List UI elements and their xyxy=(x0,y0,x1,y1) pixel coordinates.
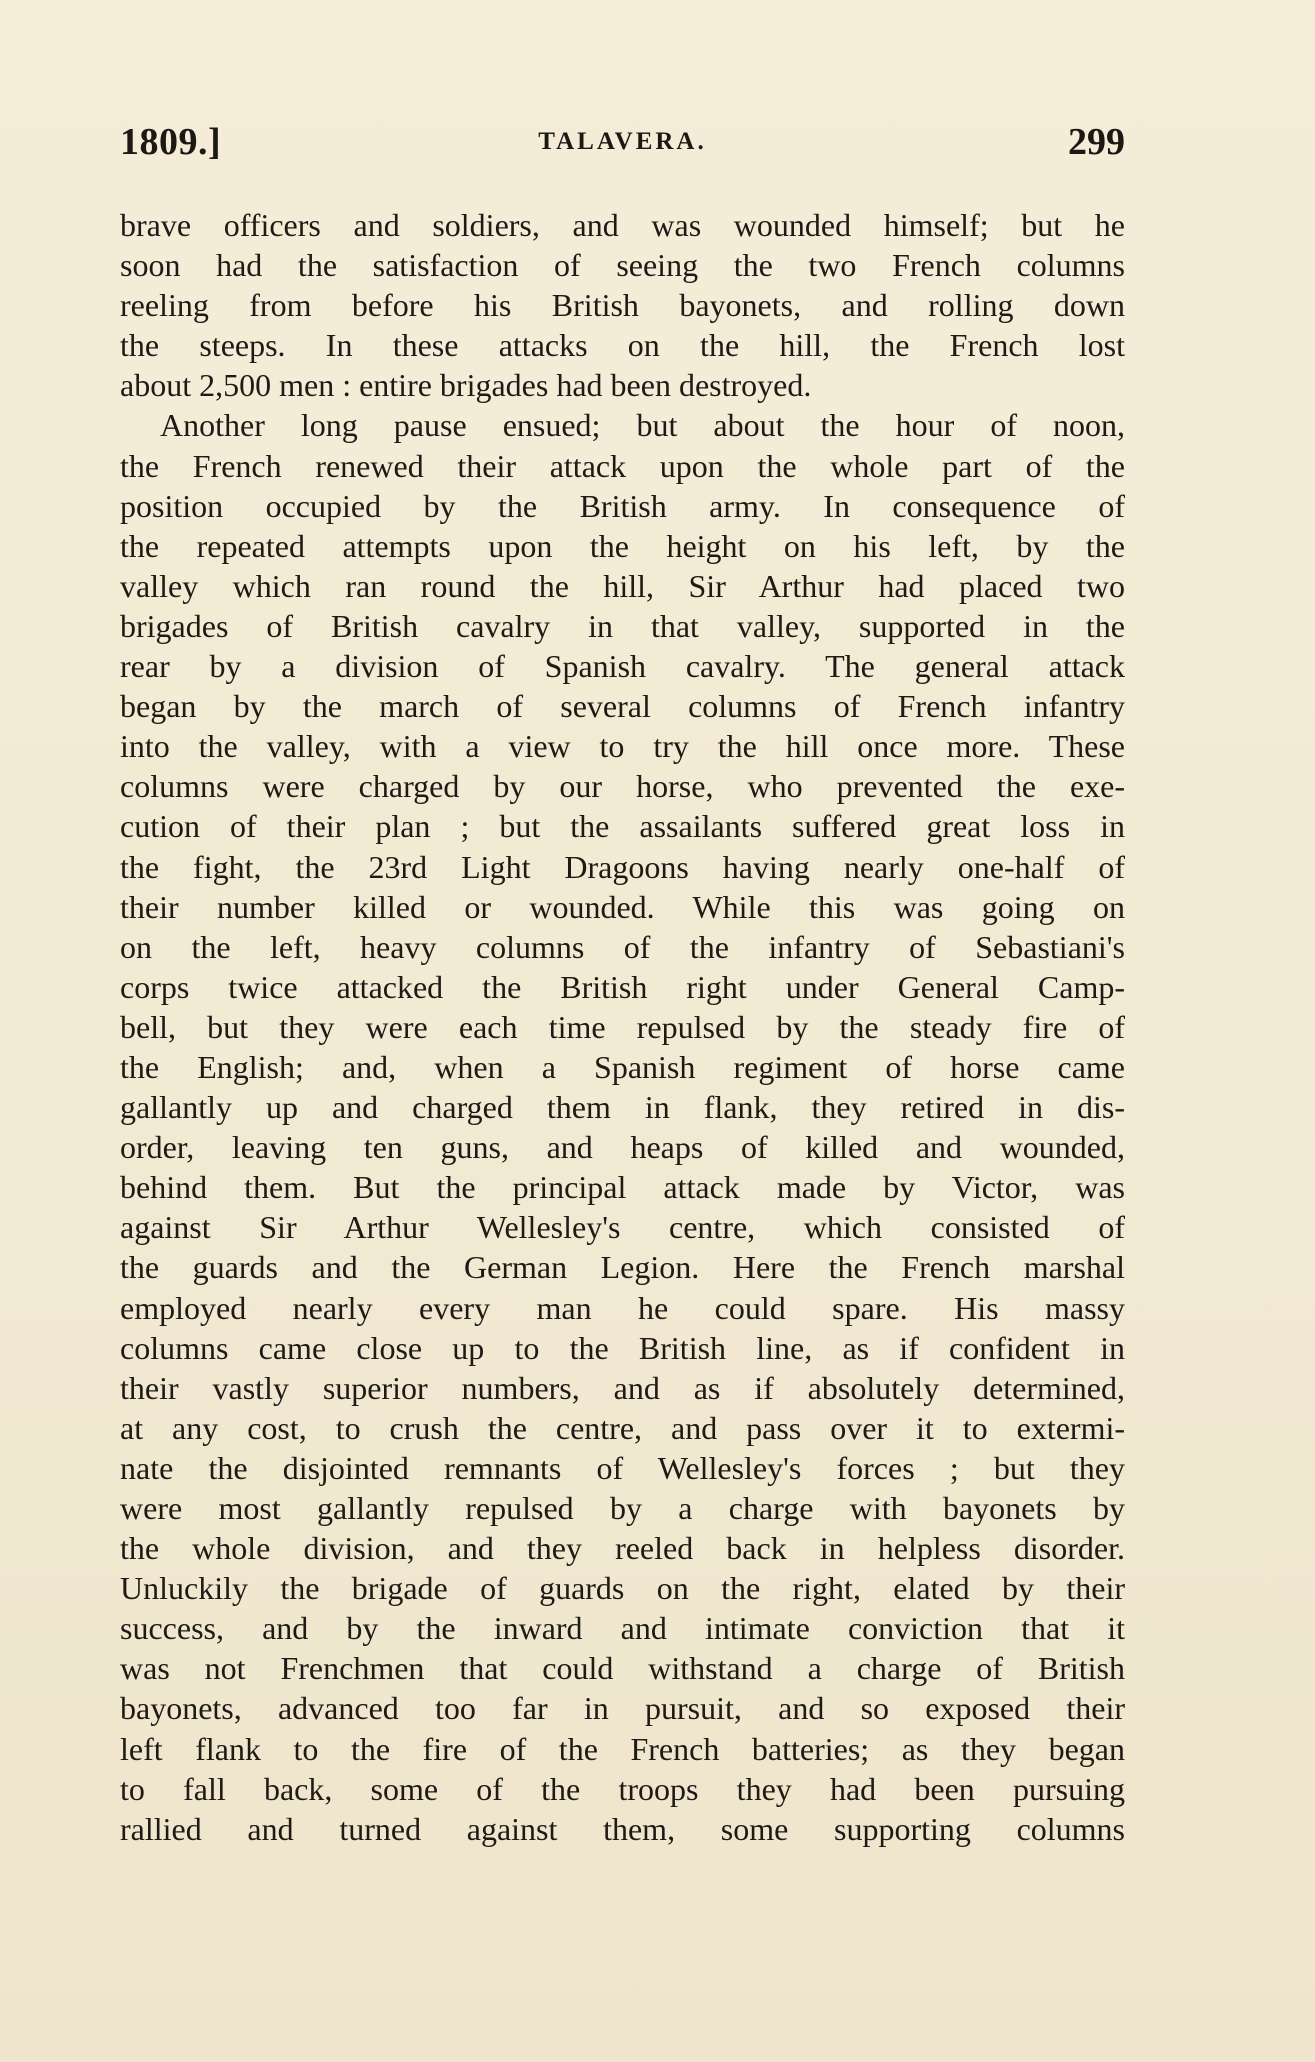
text-line: the English; and, when a Spanish regiment of horse came xyxy=(120,1048,1125,1085)
text-line: the guards and the German Legion. Here the French marshal xyxy=(120,1249,1125,1286)
text-line: order, leaving ten guns, and heaps of killed and wounded, xyxy=(120,1129,1125,1166)
text-line: behind them. But the principal attack made by Victor, was xyxy=(120,1169,1125,1206)
text-line: valley which ran round the hill, Sir Arthur had placed two xyxy=(120,567,1125,604)
text-line: began by the march of several columns of French infantry xyxy=(120,688,1125,725)
text-line: the whole division, and they reeled back in helpless disorder. xyxy=(120,1530,1125,1567)
text-line: columns were charged by our horse, who prevented the exe- xyxy=(120,768,1125,805)
header-title: TALAVERA. xyxy=(538,128,707,155)
text-line: reeling from before his British bayonets, and rolling down xyxy=(120,287,1125,324)
page-number: 299 xyxy=(1068,121,1125,163)
text-line: to fall back, some of the troops they had been pursuing xyxy=(120,1770,1125,1807)
text-line: the steeps. In these attacks on the hill, the French lost xyxy=(120,327,1125,364)
text-line: were most gallantly repulsed by a charge with bayonets by xyxy=(120,1490,1125,1526)
text-line: success, and by the inward and intimate conviction that it xyxy=(120,1610,1125,1647)
text-line: position occupied by the British army. In consequence of xyxy=(120,487,1125,524)
text-line: rallied and turned against them, some supporting columns xyxy=(120,1810,1125,1847)
running-header xyxy=(120,120,1125,170)
text-line: their number killed or wounded. While this was going on xyxy=(120,888,1125,925)
text-line: about 2,500 men : entire brigades had been destroyed. xyxy=(120,367,812,404)
text-line: brigades of British cavalry in that valley, supported in the xyxy=(120,607,1125,644)
text-line: gallantly up and charged them in flank, they retired in dis- xyxy=(120,1089,1125,1126)
text-line: soon had the satisfaction of seeing the two French columns xyxy=(120,247,1125,284)
text-line: left flank to the fire of the French batteries; as they began xyxy=(120,1730,1125,1767)
text-line: bell, but they were each time repulsed by the steady fire of xyxy=(120,1008,1125,1045)
text-line: columns came close up to the British line, as if confident in xyxy=(120,1329,1125,1366)
text-line: cution of their plan ; but the assailants suffered great loss in xyxy=(120,808,1125,845)
text-line: the repeated attempts upon the height on his left, by the xyxy=(120,527,1125,564)
text-line: the fight, the 23rd Light Dragoons having nearly one-half of xyxy=(120,848,1125,885)
body-text xyxy=(120,205,1125,1849)
text-line: nate the disjointed remnants of Wellesley's forces ; but they xyxy=(120,1449,1125,1486)
text-line: on the left, heavy columns of the infantry of Sebastiani's xyxy=(120,928,1125,965)
text-line: at any cost, to crush the centre, and pass over it to extermi- xyxy=(120,1409,1125,1446)
text-line: against Sir Arthur Wellesley's centre, which consisted of xyxy=(120,1209,1125,1246)
text-line: bayonets, advanced too far in pursuit, and so exposed their xyxy=(120,1690,1125,1727)
text-line: employed nearly every man he could spare. His massy xyxy=(120,1289,1125,1326)
text-line: Unluckily the brigade of guards on the right, elated by their xyxy=(120,1570,1125,1607)
text-line: was not Frenchmen that could withstand a charge of British xyxy=(120,1650,1125,1687)
header-year: 1809.] xyxy=(120,121,222,163)
text-line: rear by a division of Spanish cavalry. The general attack xyxy=(120,648,1125,685)
text-line: into the valley, with a view to try the hill once more. These xyxy=(120,728,1125,765)
text-line: the French renewed their attack upon the whole part of the xyxy=(120,447,1125,484)
text-line: corps twice attacked the British right under General Camp- xyxy=(120,968,1125,1005)
text-line: their vastly superior numbers, and as if absolutely determined, xyxy=(120,1369,1125,1406)
text-line: brave officers and soldiers, and was wounded himself; but he xyxy=(120,207,1125,243)
paragraph-start-line: Another long pause ensued; but about the hour of noon, xyxy=(160,407,1125,444)
